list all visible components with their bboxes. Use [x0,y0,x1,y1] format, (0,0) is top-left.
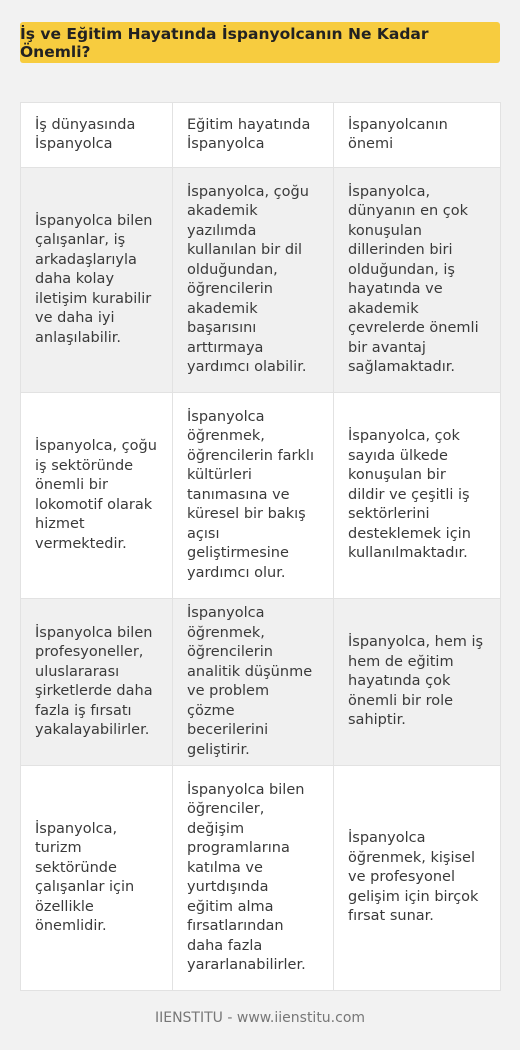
comparison-table [20,102,501,991]
header-cell-importance: İspanyolcanın önemi [334,103,501,168]
table-cell: İspanyolca, turizm sektöründe çalışanlar için özellikle önemlidir. [21,766,173,991]
table-header-row [21,103,501,168]
footer-credit: IIENSTITU - www.iienstitu.com [154,1010,366,1026]
table-row [21,393,501,599]
table-cell: İspanyolca, çok sayıda ülkede konuşulan bir dildir ve çeşitli iş sektörlerini desteklemek için kullanılmaktadır. [334,393,501,599]
table-cell: İspanyolca öğrenmek, öğrencilerin farklı kültürleri tanımasına ve küresel bir bakış açısı geliştirmesine yardımcı olur. [173,393,334,599]
table-cell: İspanyolca, çoğu iş sektöründe önemli bir lokomotif olarak hizmet vermektedir. [21,393,173,599]
header-cell-business: İş dünyasında İspanyolca [21,103,173,168]
table-cell: İspanyolca bilen profesyoneller, uluslararası şirketlerde daha fazla iş fırsatı yakalayabilirler. [21,599,173,766]
table-row [21,168,501,393]
table-cell: İspanyolca bilen öğrenciler, değişim programlarına katılma ve yurtdışında eğitim alma fırsatlarından daha fazla yararlanabilirler. [173,766,334,991]
table-cell: İspanyolca, dünyanın en çok konuşulan dillerinden biri olduğundan, iş hayatında ve akademik çevrelerde önemli bir avantaj sağlamaktadır. [334,168,501,393]
table-cell: İspanyolca bilen çalışanlar, iş arkadaşlarıyla daha kolay iletişim kurabilir ve daha iyi anlaşılabilir. [21,168,173,393]
table-row [21,599,501,766]
table-cell: İspanyolca öğrenmek, öğrencilerin analitik düşünme ve problem çözme becerilerini geliştirir. [173,599,334,766]
table-row [21,766,501,991]
header-cell-education: Eğitim hayatında İspanyolca [173,103,334,168]
table-cell: İspanyolca, çoğu akademik yazılımda kullanılan bir dil olduğundan, öğrencilerin akademik başarısını arttırmaya yardımcı olabilir. [173,168,334,393]
page-title: İş ve Eğitim Hayatında İspanyolcanın Ne Kadar Önemli? [20,22,500,63]
table-cell: İspanyolca, hem iş hem de eğitim hayatında çok önemli bir role sahiptir. [334,599,501,766]
table-cell: İspanyolca öğrenmek, kişisel ve profesyonel gelişim için birçok fırsat sunar. [334,766,501,991]
